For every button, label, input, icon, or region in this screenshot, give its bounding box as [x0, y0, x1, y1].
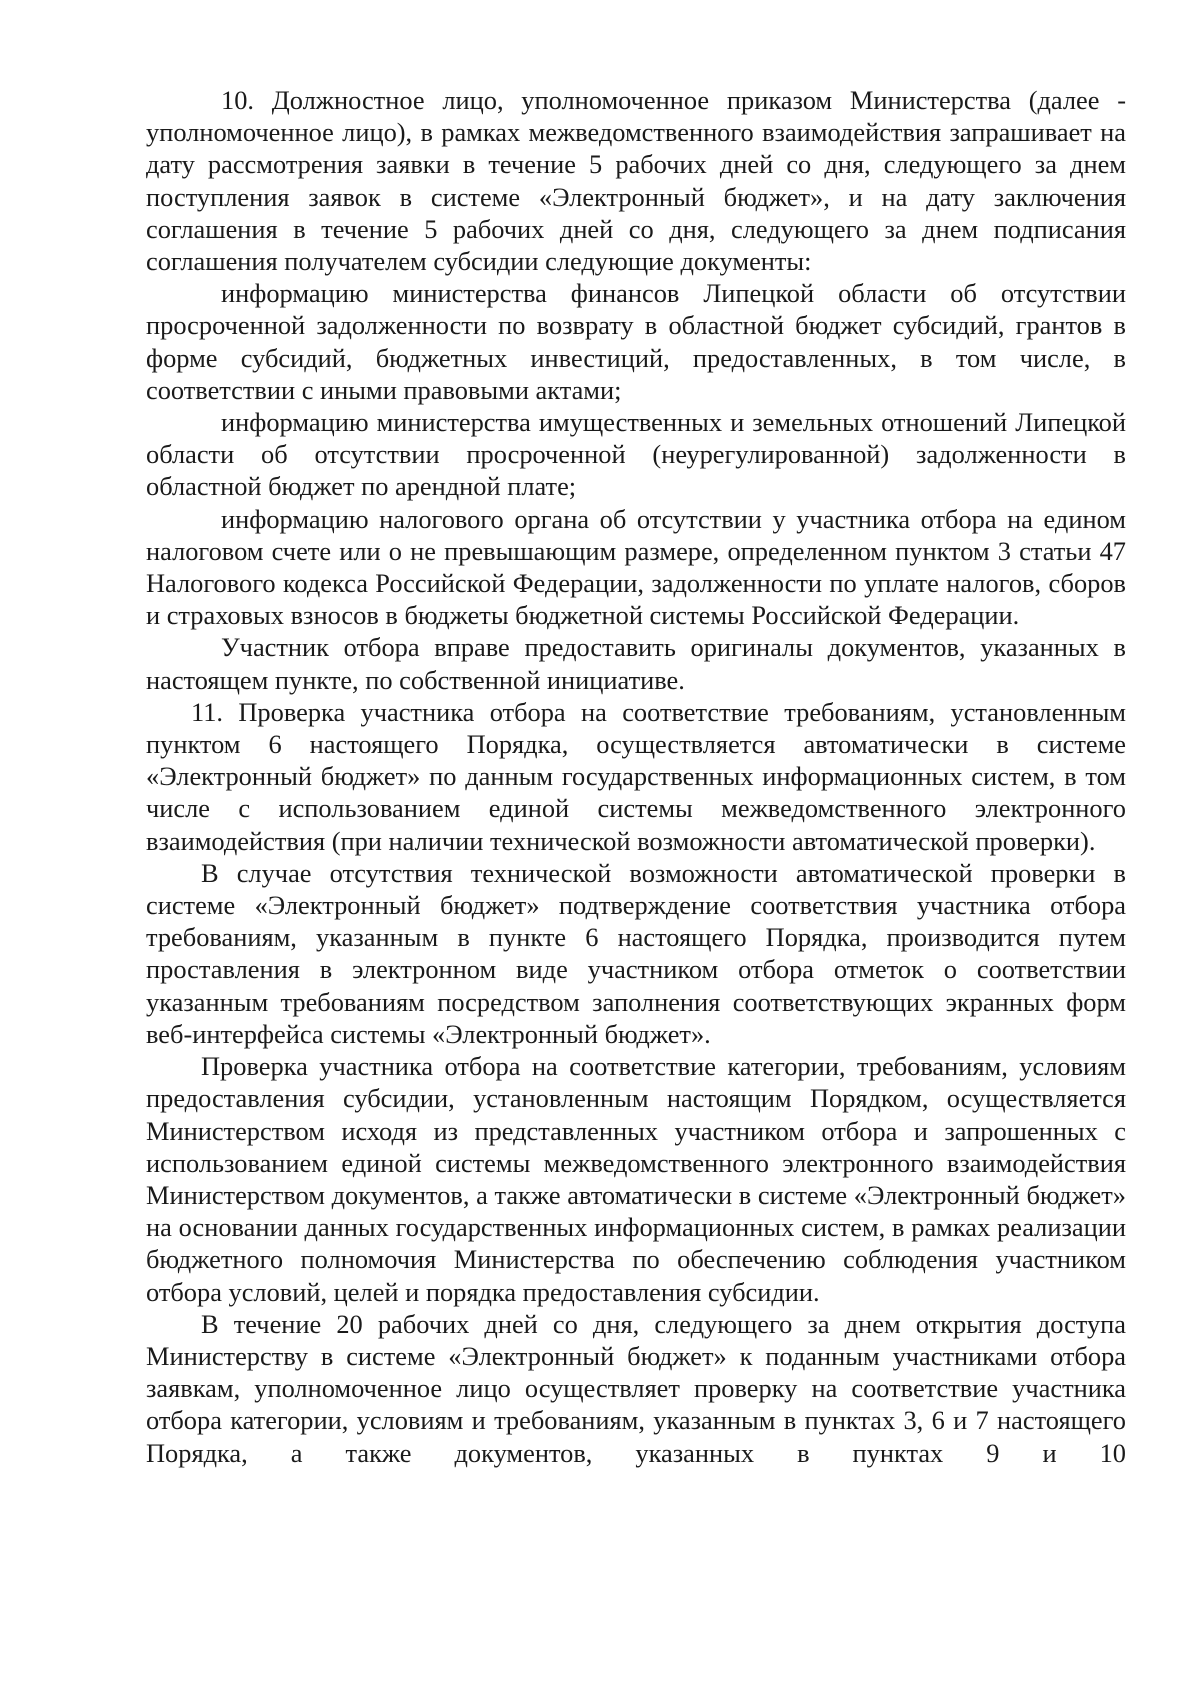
paragraph-20-days: В течение 20 рабочих дней со дня, следующего за днем открытия доступа Министерству в системе «Электронный бюджет» к поданным участниками отбора заявкам, уполномоченное лицо осуществляет проверку на соответствие участника отбора категории, условиям и требованиям, указанным в пунктах 3, 6 и 7 настоящего Порядка, а также документов, указанных в пунктах 9 и 10: [146, 1308, 1126, 1468]
paragraph-no-tech-possibility: В случае отсутствия технической возможности автоматической проверки в системе «Электронный бюджет» подтверждение соответствия участника отбора требованиям, указанным в пункте 6 настоящего Порядка, производится путем проставления в электронном виде участником отбора отметок о соответствии указанным требованиям посредством заполнения соответствующих экранных форм веб-интерфейса системы «Электронный бюджет».: [146, 857, 1126, 1049]
paragraph-ministry-check: Проверка участника отбора на соответствие категории, требованиям, условиям предоставления субсидии, установленным настоящим Порядком, осуществляется Министерством исходя из представленных участником отбора и запрошенных с использованием единой системы межведомственного электронного взаимодействия Министерством документов, а также автоматически в системе «Электронный бюджет» на основании данных государственных информационных систем, в рамках реализации бюджетного полномочия Министерства по обеспечению соблюдения участником отбора условий, целей и порядка предоставления субсидии.: [146, 1051, 1126, 1307]
paragraph-tax-info: информацию налогового органа об отсутствии у участника отбора на едином налоговом счете или о не превышающим размере, определенном пунктом 3 статьи 47 Налогового кодекса Российской Федерации, задолженности по уплате налогов, сборов и страховых взносов в бюджеты бюджетной системы Российской Федерации.: [146, 503, 1126, 631]
document-page: [146, 84, 1126, 1469]
paragraph-property-info: информацию министерства имущественных и земельных отношений Липецкой области об отсутствии просроченной (неурегулированной) задолженности в областной бюджет по арендной плате;: [146, 407, 1126, 502]
paragraph-11-check: 11. Проверка участника отбора на соответствие требованиям, установленным пунктом 6 настоящего Порядка, осуществляется автоматически в системе «Электронный бюджет» по данным государственных информационных систем, в том числе с использованием единой системы межведомственного электронного взаимодействия (при наличии технической возможности автоматической проверки).: [146, 696, 1126, 856]
paragraph-finance-info: информацию министерства финансов Липецкой области об отсутствии просроченной задолженности по возврату в областной бюджет субсидий, грантов в форме субсидий, бюджетных инвестиций, предоставленных, в том числе, в соответствии с иными правовыми актами;: [146, 278, 1126, 405]
paragraph-originals: Участник отбора вправе предоставить оригиналы документов, указанных в настоящем пункте, по собственной инициативе.: [146, 632, 1126, 695]
paragraph-10-intro: 10. Должностное лицо, уполномоченное приказом Министерства (далее - уполномоченное лицо), в рамках межведомственного взаимодействия запрашивает на дату рассмотрения заявки в течение 5 рабочих дней со дня, следующего за днем поступления заявок в системе «Электронный бюджет», и на дату заключения соглашения в течение 5 рабочих дней со дня, следующего за днем подписания соглашения получателем субсидии следующие документы:: [146, 85, 1126, 277]
